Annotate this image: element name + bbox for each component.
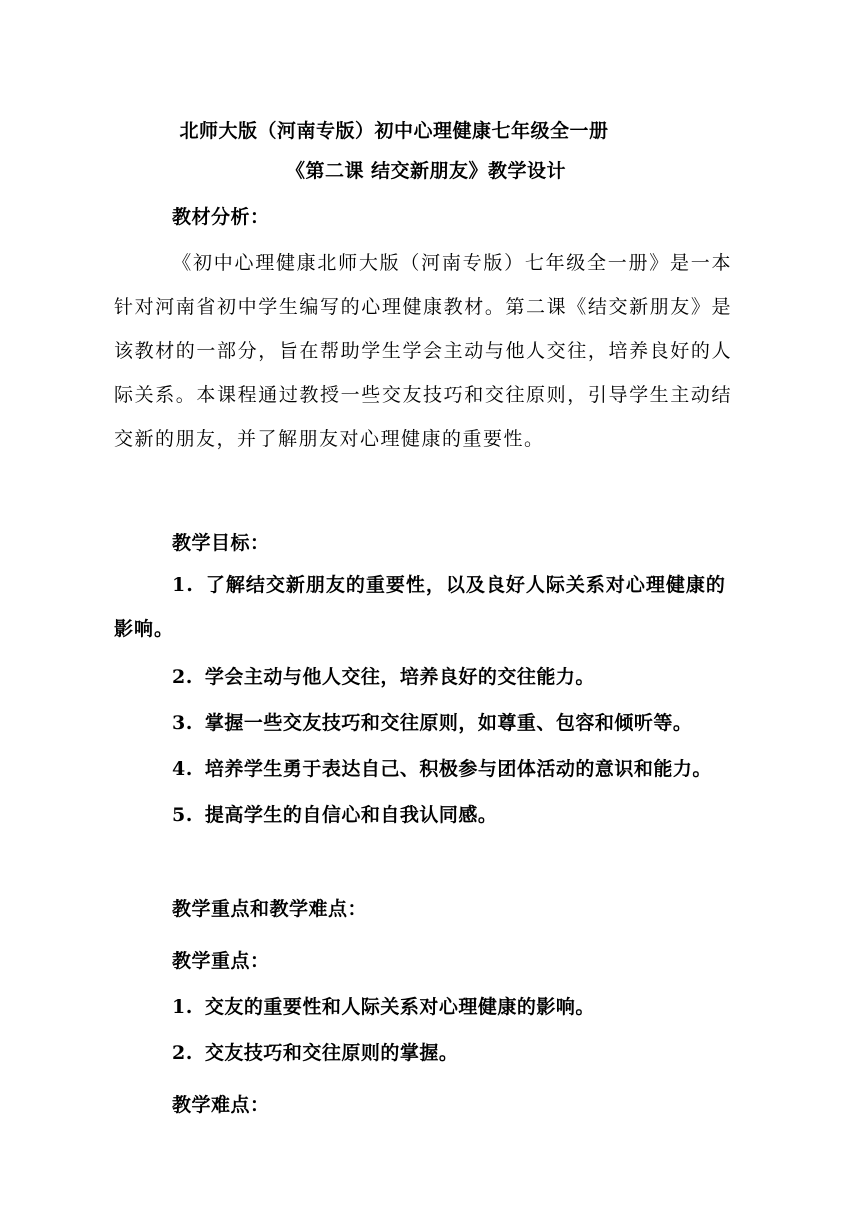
goal-item-text: 培养学生勇于表达自己、积极参与团体活动的意识和能力。 (204, 758, 712, 780)
document-body (114, 111, 732, 1125)
key-item-2 (172, 1033, 732, 1073)
goal-item-number: 4. (172, 758, 193, 780)
goal-item-number: 1. (172, 574, 194, 596)
goal-item-number: 2. (172, 666, 193, 688)
key-item-text: 交友的重要性和人际关系对心理健康的影响。 (204, 996, 595, 1018)
material-analysis-paragraph (114, 241, 732, 461)
goal-item-text: 了解结交新朋友的重要性，以及良好人际关系对心理健康的影响。 (114, 574, 726, 640)
goal-item-text: 掌握一些交友技巧和交往原则，如尊重、包容和倾听等。 (204, 712, 693, 734)
goal-item-number: 5. (172, 804, 193, 826)
goal-item-2 (172, 657, 732, 697)
document-title-line1: 北师大版（河南专版）初中心理健康七年级全一册 (179, 120, 609, 142)
goal-item-5 (172, 795, 732, 835)
goal-item-number: 3. (172, 712, 193, 734)
goal-item-1 (114, 563, 732, 651)
sub-heading-difficult-points: 教学难点： (172, 1094, 270, 1116)
sub-heading-key-points: 教学重点： (172, 950, 270, 972)
key-item-1 (172, 987, 732, 1027)
goal-item-4 (172, 749, 732, 789)
goal-item-3 (172, 703, 732, 743)
document-title-line2: 《第二课 结交新朋友》教学设计 (285, 160, 567, 182)
section-heading-key-difficult-points: 教学重点和教学难点： (172, 898, 368, 920)
material-analysis-text: 《初中心理健康北师大版（河南专版）七年级全一册》是一本针对河南省初中学生编写的心理健康教材。第二课《结交新朋友》是该教材的一部分，旨在帮助学生学会主动与他人交往，培养良好的人际关系。本课程通过教授一些交友技巧和交往原则，引导学生主动结交新的朋友，并了解朋友对心理健康的重要性。 (114, 252, 732, 450)
goal-item-text: 学会主动与他人交往，培养良好的交往能力。 (204, 666, 595, 688)
key-item-text: 交友技巧和交往原则的掌握。 (204, 1042, 459, 1064)
section-heading-material-analysis: 教材分析： (172, 206, 270, 228)
goal-item-text: 提高学生的自信心和自我认同感。 (204, 804, 498, 826)
key-item-number: 1. (172, 996, 193, 1018)
section-heading-teaching-goals: 教学目标： (172, 532, 270, 554)
key-item-number: 2. (172, 1042, 193, 1064)
